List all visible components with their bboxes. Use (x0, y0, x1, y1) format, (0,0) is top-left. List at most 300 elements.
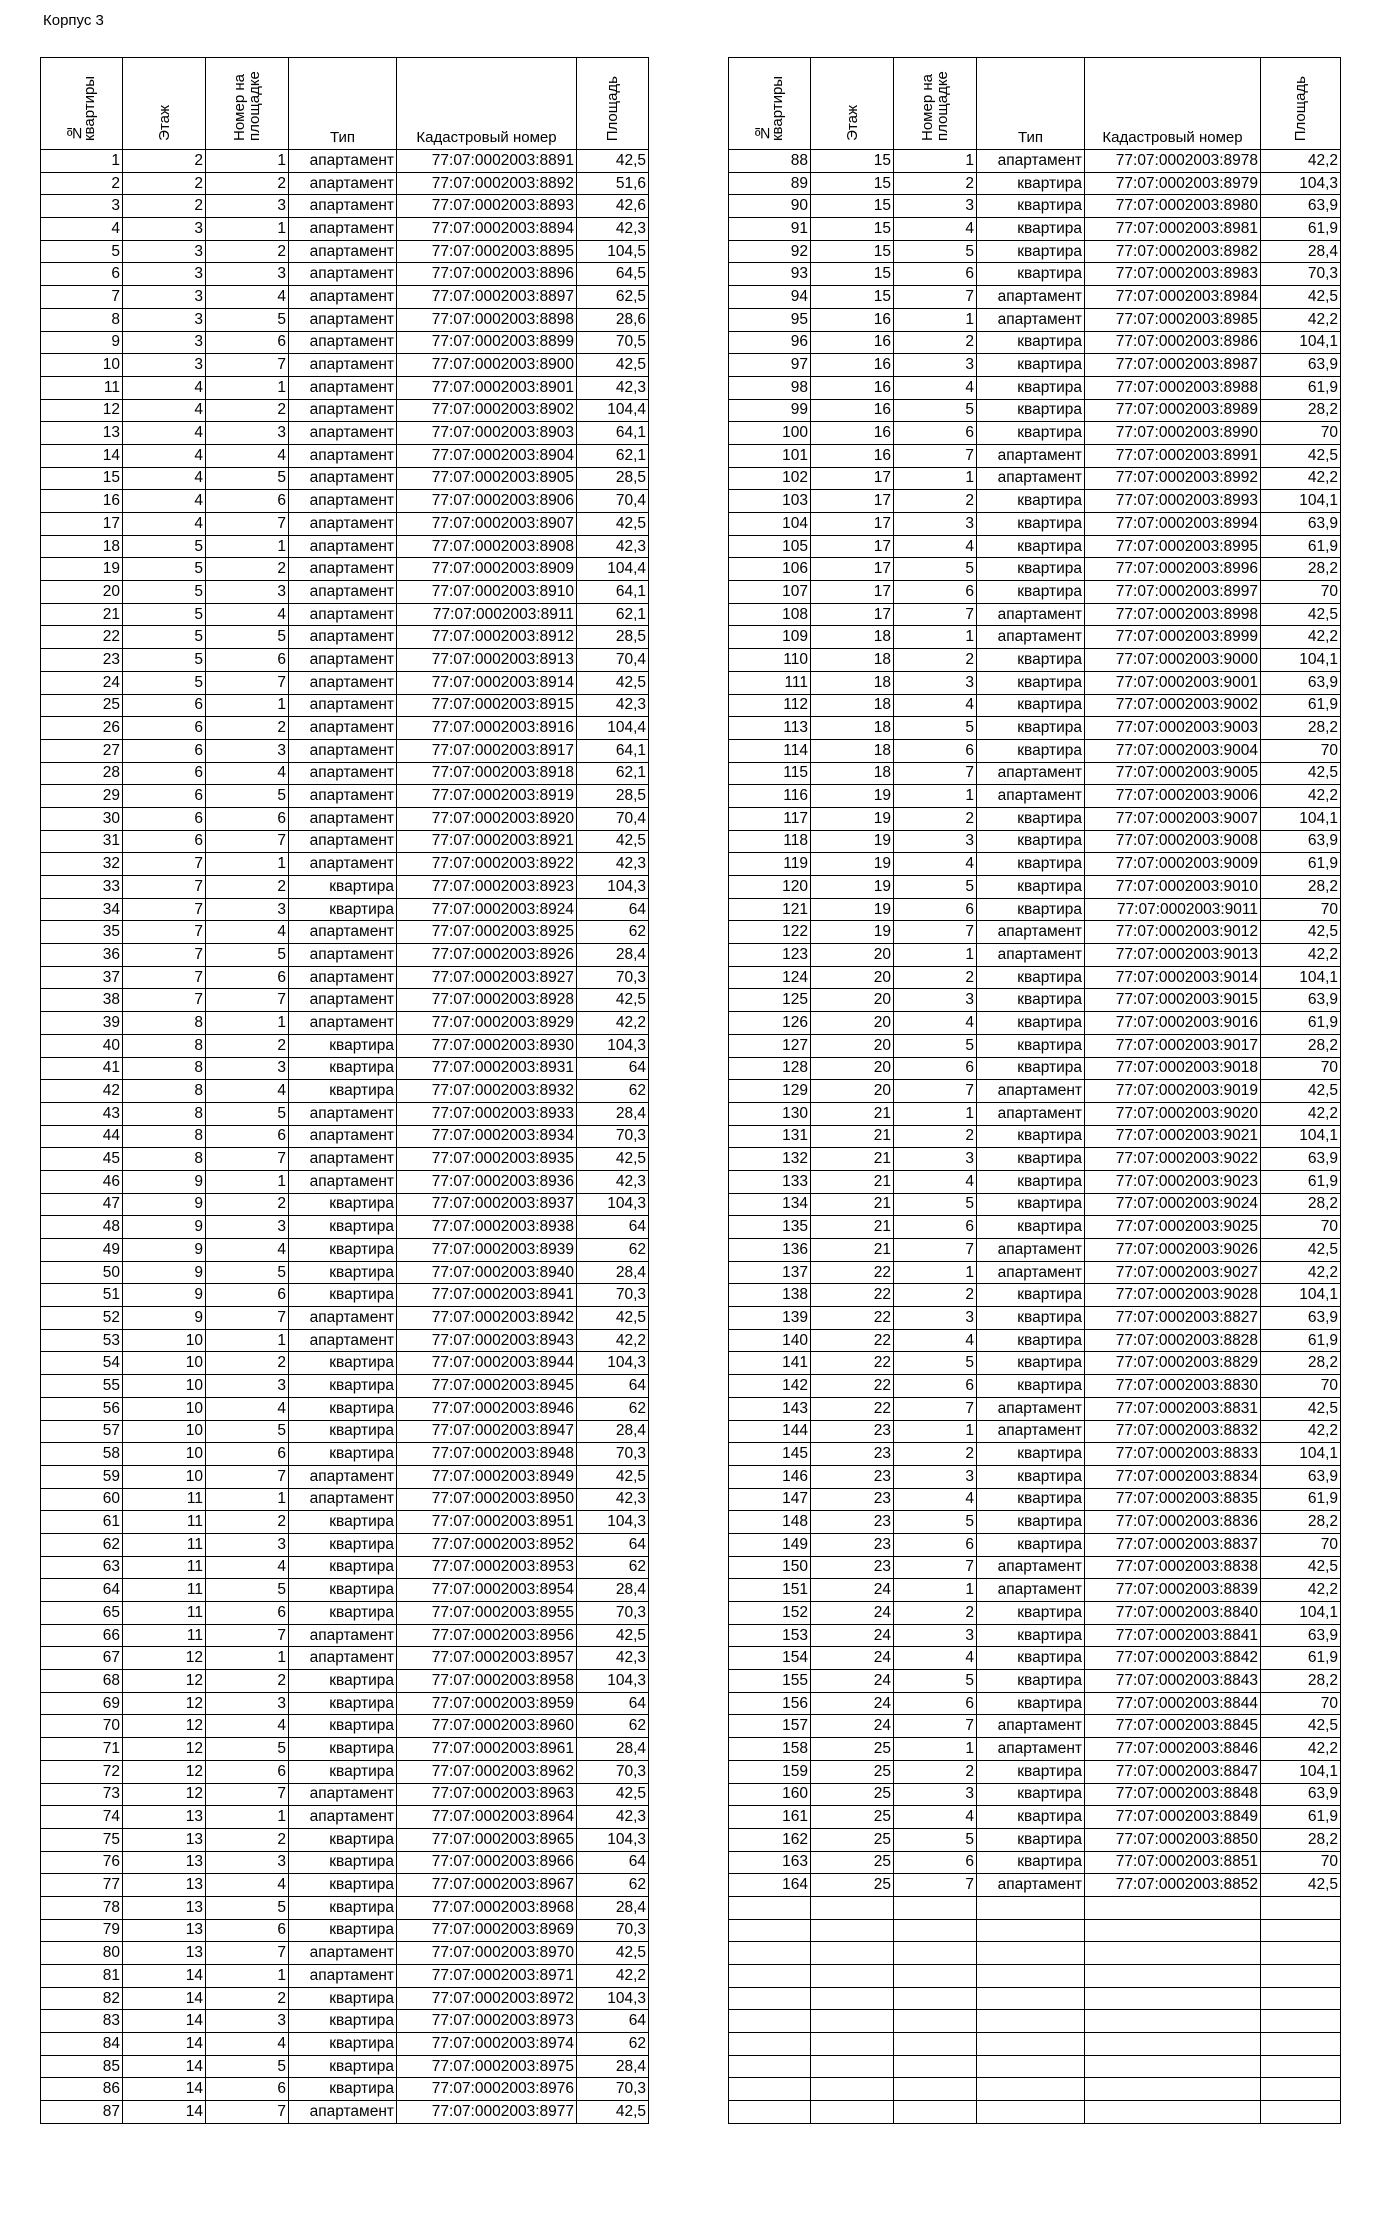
empty-cell (1261, 2055, 1341, 2078)
cell-cadastral-number: 77:07:0002003:8914 (397, 671, 577, 694)
cell-floor: 16 (811, 354, 894, 377)
cell-type: квартира (977, 490, 1085, 513)
empty-cell (977, 1919, 1085, 1942)
cell-area: 61,9 (1261, 853, 1341, 876)
cell-floor: 5 (123, 671, 206, 694)
cell-number-on-landing: 1 (206, 218, 289, 241)
cell-type: квартира (289, 898, 397, 921)
cell-cadastral-number: 77:07:0002003:8841 (1085, 1624, 1261, 1647)
cell-cadastral-number: 77:07:0002003:9024 (1085, 1193, 1261, 1216)
cell-type: апартамент (977, 444, 1085, 467)
cell-number-on-landing: 1 (894, 944, 977, 967)
cell-type: квартира (289, 1738, 397, 1761)
table-row (41, 830, 649, 853)
cell-floor: 15 (811, 263, 894, 286)
cell-area: 61,9 (1261, 1806, 1341, 1829)
cell-type: апартамент (289, 807, 397, 830)
cell-cadastral-number: 77:07:0002003:8941 (397, 1284, 577, 1307)
cell-area: 42,5 (1261, 1080, 1341, 1103)
cell-type: апартамент (977, 603, 1085, 626)
table-row (729, 1284, 1341, 1307)
cell-area: 28,4 (1261, 240, 1341, 263)
table-row (41, 1216, 649, 1239)
empty-cell (811, 1987, 894, 2010)
cell-number-on-landing: 5 (894, 240, 977, 263)
cell-apartment-number: 25 (41, 694, 123, 717)
cell-apartment-number: 45 (41, 1148, 123, 1171)
table-row (729, 1420, 1341, 1443)
table-row (41, 1533, 649, 1556)
cell-type: апартамент (977, 1556, 1085, 1579)
table-row (729, 1034, 1341, 1057)
cell-cadastral-number: 77:07:0002003:8987 (1085, 354, 1261, 377)
cell-apartment-number: 50 (41, 1261, 123, 1284)
cell-floor: 5 (123, 626, 206, 649)
table-row (41, 1080, 649, 1103)
cell-apartment-number: 84 (41, 2033, 123, 2056)
cell-number-on-landing: 2 (894, 172, 977, 195)
cell-type: квартира (289, 1602, 397, 1625)
cell-area: 42,5 (577, 989, 649, 1012)
cell-type: квартира (289, 2033, 397, 2056)
cell-floor: 25 (811, 1760, 894, 1783)
cell-number-on-landing: 3 (894, 1307, 977, 1330)
cell-type: квартира (977, 1148, 1085, 1171)
cell-floor: 7 (123, 876, 206, 899)
table-row (729, 1261, 1341, 1284)
cell-cadastral-number: 77:07:0002003:8965 (397, 1828, 577, 1851)
cell-number-on-landing: 5 (894, 1352, 977, 1375)
cell-type: квартира (977, 1193, 1085, 1216)
cell-floor: 20 (811, 966, 894, 989)
empty-cell (811, 2033, 894, 2056)
cell-apartment-number: 49 (41, 1239, 123, 1262)
cell-area: 42,2 (1261, 150, 1341, 173)
table-row (41, 603, 649, 626)
cell-area: 104,4 (577, 558, 649, 581)
cell-number-on-landing: 6 (894, 1057, 977, 1080)
cell-apartment-number: 80 (41, 1942, 123, 1965)
cell-floor: 22 (811, 1284, 894, 1307)
cell-number-on-landing: 2 (894, 490, 977, 513)
cell-type: квартира (977, 195, 1085, 218)
cell-number-on-landing: 3 (894, 830, 977, 853)
cell-number-on-landing: 1 (206, 150, 289, 173)
cell-floor: 12 (123, 1647, 206, 1670)
cell-type: апартамент (289, 422, 397, 445)
cell-cadastral-number: 77:07:0002003:8840 (1085, 1602, 1261, 1625)
table-row (41, 1511, 649, 1534)
cell-area: 42,5 (1261, 286, 1341, 309)
cell-apartment-number: 43 (41, 1102, 123, 1125)
cell-area: 42,5 (577, 2101, 649, 2124)
empty-cell (1261, 1896, 1341, 1919)
table-row (41, 2010, 649, 2033)
cell-cadastral-number: 77:07:0002003:8933 (397, 1102, 577, 1125)
cell-number-on-landing: 6 (206, 1443, 289, 1466)
cell-apartment-number: 133 (729, 1170, 811, 1193)
cell-area: 42,5 (577, 354, 649, 377)
cell-area: 63,9 (1261, 195, 1341, 218)
cell-floor: 3 (123, 240, 206, 263)
cell-number-on-landing: 3 (206, 1692, 289, 1715)
cell-apartment-number: 117 (729, 807, 811, 830)
empty-cell (977, 2078, 1085, 2101)
cell-floor: 18 (811, 739, 894, 762)
cell-type: апартамент (289, 853, 397, 876)
cell-number-on-landing: 4 (206, 603, 289, 626)
cell-type: квартира (977, 1375, 1085, 1398)
cell-type: квартира (977, 1511, 1085, 1534)
cell-number-on-landing: 6 (206, 490, 289, 513)
cell-number-on-landing: 6 (206, 1125, 289, 1148)
empty-cell (977, 1987, 1085, 2010)
cell-type: апартамент (289, 921, 397, 944)
cell-number-on-landing: 3 (894, 1148, 977, 1171)
cell-area: 28,2 (1261, 717, 1341, 740)
cell-floor: 12 (123, 1670, 206, 1693)
table-row (41, 1670, 649, 1693)
cell-number-on-landing: 1 (894, 626, 977, 649)
table-row (41, 399, 649, 422)
cell-cadastral-number: 77:07:0002003:8988 (1085, 376, 1261, 399)
cell-number-on-landing: 7 (206, 1465, 289, 1488)
cell-area: 42,2 (1261, 1420, 1341, 1443)
table-row (41, 1329, 649, 1352)
cell-apartment-number: 159 (729, 1760, 811, 1783)
cell-floor: 13 (123, 1851, 206, 1874)
cell-cadastral-number: 77:07:0002003:8915 (397, 694, 577, 717)
cell-area: 62 (577, 1874, 649, 1897)
table-header-row (41, 58, 649, 150)
empty-row (729, 1987, 1341, 2010)
cell-type: апартамент (289, 218, 397, 241)
cell-type: квартира (977, 1057, 1085, 1080)
cell-area: 104,5 (577, 240, 649, 263)
cell-number-on-landing: 3 (894, 989, 977, 1012)
cell-apartment-number: 134 (729, 1193, 811, 1216)
cell-type: апартамент (977, 1261, 1085, 1284)
cell-type: апартамент (289, 376, 397, 399)
table-row (729, 467, 1341, 490)
cell-type: квартира (977, 1443, 1085, 1466)
cell-number-on-landing: 6 (894, 1692, 977, 1715)
cell-area: 61,9 (1261, 376, 1341, 399)
cell-number-on-landing: 7 (894, 286, 977, 309)
cell-apartment-number: 148 (729, 1511, 811, 1534)
cell-area: 63,9 (1261, 1148, 1341, 1171)
cell-floor: 9 (123, 1239, 206, 1262)
cell-cadastral-number: 77:07:0002003:8827 (1085, 1307, 1261, 1330)
cell-area: 28,5 (577, 785, 649, 808)
cell-floor: 14 (123, 1965, 206, 1988)
cell-cadastral-number: 77:07:0002003:8996 (1085, 558, 1261, 581)
cell-apartment-number: 38 (41, 989, 123, 1012)
cell-cadastral-number: 77:07:0002003:8945 (397, 1375, 577, 1398)
cell-area: 42,3 (577, 535, 649, 558)
cell-number-on-landing: 1 (894, 1102, 977, 1125)
table-row (729, 1874, 1341, 1897)
cell-number-on-landing: 5 (894, 876, 977, 899)
table-row (729, 1647, 1341, 1670)
cell-cadastral-number: 77:07:0002003:8961 (397, 1738, 577, 1761)
cell-area: 64,1 (577, 422, 649, 445)
cell-area: 28,4 (577, 2055, 649, 2078)
cell-type: квартира (977, 1284, 1085, 1307)
table-row (729, 739, 1341, 762)
table-row (729, 898, 1341, 921)
cell-number-on-landing: 3 (894, 1783, 977, 1806)
cell-apartment-number: 160 (729, 1783, 811, 1806)
empty-cell (1261, 2078, 1341, 2101)
cell-area: 104,1 (1261, 1443, 1341, 1466)
cell-apartment-number: 68 (41, 1670, 123, 1693)
table-row (729, 1670, 1341, 1693)
cell-number-on-landing: 6 (206, 1284, 289, 1307)
empty-cell (1261, 2101, 1341, 2124)
cell-type: апартамент (289, 671, 397, 694)
cell-number-on-landing: 2 (894, 1125, 977, 1148)
empty-cell (894, 2033, 977, 2056)
cell-area: 70 (1261, 422, 1341, 445)
cell-type: квартира (977, 1465, 1085, 1488)
cell-number-on-landing: 5 (206, 1420, 289, 1443)
cell-area: 61,9 (1261, 1170, 1341, 1193)
cell-cadastral-number: 77:07:0002003:8956 (397, 1624, 577, 1647)
cell-area: 64,1 (577, 739, 649, 762)
cell-floor: 22 (811, 1397, 894, 1420)
cell-apartment-number: 154 (729, 1647, 811, 1670)
cell-area: 42,5 (577, 1465, 649, 1488)
cell-area: 64,5 (577, 263, 649, 286)
cell-cadastral-number: 77:07:0002003:8891 (397, 150, 577, 173)
cell-type: апартамент (289, 444, 397, 467)
table-row (41, 626, 649, 649)
cell-apartment-number: 7 (41, 286, 123, 309)
table-row (41, 1692, 649, 1715)
cell-apartment-number: 79 (41, 1919, 123, 1942)
cell-floor: 8 (123, 1148, 206, 1171)
cell-floor: 22 (811, 1375, 894, 1398)
cell-apartment-number: 124 (729, 966, 811, 989)
table-row (729, 1375, 1341, 1398)
cell-apartment-number: 140 (729, 1329, 811, 1352)
cell-cadastral-number: 77:07:0002003:9023 (1085, 1170, 1261, 1193)
cell-number-on-landing: 1 (206, 1647, 289, 1670)
cell-area: 63,9 (1261, 1465, 1341, 1488)
cell-type: апартамент (289, 1329, 397, 1352)
cell-type: квартира (289, 1828, 397, 1851)
table-row (41, 286, 649, 309)
empty-cell (1085, 1965, 1261, 1988)
cell-type: квартира (289, 1533, 397, 1556)
cell-area: 63,9 (1261, 1307, 1341, 1330)
table-row (729, 603, 1341, 626)
cell-apartment-number: 156 (729, 1692, 811, 1715)
cell-number-on-landing: 3 (206, 739, 289, 762)
header-area: Площадь (1261, 58, 1341, 150)
empty-cell (1085, 2101, 1261, 2124)
cell-area: 62 (577, 2033, 649, 2056)
cell-apartment-number: 4 (41, 218, 123, 241)
cell-area: 70 (1261, 1851, 1341, 1874)
table-row (41, 1896, 649, 1919)
cell-floor: 18 (811, 762, 894, 785)
cell-number-on-landing: 1 (894, 308, 977, 331)
cell-number-on-landing: 6 (206, 331, 289, 354)
cell-number-on-landing: 6 (894, 1533, 977, 1556)
cell-area: 70 (1261, 739, 1341, 762)
cell-floor: 8 (123, 1034, 206, 1057)
cell-cadastral-number: 77:07:0002003:8848 (1085, 1783, 1261, 1806)
cell-apartment-number: 75 (41, 1828, 123, 1851)
cell-apartment-number: 34 (41, 898, 123, 921)
table-row (729, 172, 1341, 195)
cell-area: 62 (577, 1239, 649, 1262)
cell-cadastral-number: 77:07:0002003:8908 (397, 535, 577, 558)
cell-apartment-number: 21 (41, 603, 123, 626)
cell-floor: 22 (811, 1329, 894, 1352)
table-row (729, 1488, 1341, 1511)
cell-number-on-landing: 3 (894, 513, 977, 536)
cell-area: 28,2 (1261, 876, 1341, 899)
cell-number-on-landing: 4 (894, 694, 977, 717)
table-row (41, 354, 649, 377)
cell-number-on-landing: 1 (894, 1420, 977, 1443)
cell-apartment-number: 13 (41, 422, 123, 445)
cell-apartment-number: 29 (41, 785, 123, 808)
cell-cadastral-number: 77:07:0002003:9020 (1085, 1102, 1261, 1125)
cell-floor: 6 (123, 694, 206, 717)
cell-area: 63,9 (1261, 830, 1341, 853)
cell-area: 42,5 (1261, 1715, 1341, 1738)
cell-area: 104,1 (1261, 807, 1341, 830)
cell-number-on-landing: 5 (206, 467, 289, 490)
cell-cadastral-number: 77:07:0002003:8924 (397, 898, 577, 921)
cell-number-on-landing: 6 (894, 898, 977, 921)
cell-floor: 13 (123, 1942, 206, 1965)
cell-number-on-landing: 2 (206, 1987, 289, 2010)
cell-floor: 7 (123, 966, 206, 989)
cell-apartment-number: 100 (729, 422, 811, 445)
cell-area: 28,4 (577, 1261, 649, 1284)
cell-apartment-number: 136 (729, 1239, 811, 1262)
cell-floor: 16 (811, 308, 894, 331)
table-row (729, 649, 1341, 672)
cell-apartment-number: 36 (41, 944, 123, 967)
cell-floor: 3 (123, 286, 206, 309)
cell-cadastral-number: 77:07:0002003:8927 (397, 966, 577, 989)
cell-apartment-number: 103 (729, 490, 811, 513)
cell-apartment-number: 66 (41, 1624, 123, 1647)
cell-cadastral-number: 77:07:0002003:8975 (397, 2055, 577, 2078)
cell-number-on-landing: 2 (206, 717, 289, 740)
cell-type: квартира (977, 739, 1085, 762)
table-header-row (729, 58, 1341, 150)
cell-number-on-landing: 4 (206, 1715, 289, 1738)
table-row (41, 467, 649, 490)
cell-type: апартамент (289, 558, 397, 581)
cell-type: апартамент (977, 762, 1085, 785)
cell-area: 28,2 (1261, 1352, 1341, 1375)
cell-area: 62 (577, 1715, 649, 1738)
cell-floor: 2 (123, 150, 206, 173)
table-row (41, 263, 649, 286)
table-row (41, 1942, 649, 1965)
table-row (729, 1465, 1341, 1488)
cell-apartment-number: 88 (729, 150, 811, 173)
cell-cadastral-number: 77:07:0002003:8835 (1085, 1488, 1261, 1511)
cell-floor: 10 (123, 1420, 206, 1443)
cell-cadastral-number: 77:07:0002003:8950 (397, 1488, 577, 1511)
cell-cadastral-number: 77:07:0002003:8849 (1085, 1806, 1261, 1829)
cell-floor: 15 (811, 195, 894, 218)
cell-type: апартамент (977, 626, 1085, 649)
cell-number-on-landing: 7 (206, 2101, 289, 2124)
cell-number-on-landing: 7 (894, 1080, 977, 1103)
cell-cadastral-number: 77:07:0002003:8852 (1085, 1874, 1261, 1897)
cell-type: квартира (977, 263, 1085, 286)
empty-cell (1261, 1987, 1341, 2010)
table-row (729, 1624, 1341, 1647)
cell-area: 28,6 (577, 308, 649, 331)
cell-type: апартамент (289, 1965, 397, 1988)
cell-number-on-landing: 1 (894, 1738, 977, 1761)
cell-type: апартамент (289, 513, 397, 536)
table-row (41, 1170, 649, 1193)
cell-floor: 18 (811, 671, 894, 694)
cell-cadastral-number: 77:07:0002003:8896 (397, 263, 577, 286)
table-row (41, 422, 649, 445)
cell-apartment-number: 64 (41, 1579, 123, 1602)
table-row (729, 807, 1341, 830)
table-row (41, 1556, 649, 1579)
cell-floor: 14 (123, 2033, 206, 2056)
table-row (41, 944, 649, 967)
cell-number-on-landing: 4 (894, 1329, 977, 1352)
cell-number-on-landing: 2 (206, 399, 289, 422)
cell-floor: 9 (123, 1193, 206, 1216)
cell-floor: 19 (811, 785, 894, 808)
cell-apartment-number: 93 (729, 263, 811, 286)
cell-number-on-landing: 4 (206, 1874, 289, 1897)
cell-number-on-landing: 1 (206, 1012, 289, 1035)
cell-apartment-number: 146 (729, 1465, 811, 1488)
cell-floor: 12 (123, 1738, 206, 1761)
cell-cadastral-number: 77:07:0002003:9019 (1085, 1080, 1261, 1103)
cell-floor: 8 (123, 1012, 206, 1035)
empty-cell (811, 1942, 894, 1965)
cell-floor: 2 (123, 195, 206, 218)
cell-area: 70 (1261, 1533, 1341, 1556)
cell-apartment-number: 20 (41, 581, 123, 604)
cell-apartment-number: 135 (729, 1216, 811, 1239)
cell-cadastral-number: 77:07:0002003:8926 (397, 944, 577, 967)
cell-number-on-landing: 2 (206, 1193, 289, 1216)
cell-area: 104,4 (577, 717, 649, 740)
cell-number-on-landing: 7 (894, 603, 977, 626)
cell-area: 104,1 (1261, 1284, 1341, 1307)
table-row (41, 1624, 649, 1647)
cell-apartment-number: 143 (729, 1397, 811, 1420)
table-row (41, 1965, 649, 1988)
cell-cadastral-number: 77:07:0002003:9016 (1085, 1012, 1261, 1035)
cell-floor: 20 (811, 1080, 894, 1103)
cell-cadastral-number: 77:07:0002003:8962 (397, 1760, 577, 1783)
cell-cadastral-number: 77:07:0002003:8929 (397, 1012, 577, 1035)
cell-type: апартамент (289, 785, 397, 808)
cell-number-on-landing: 3 (894, 671, 977, 694)
